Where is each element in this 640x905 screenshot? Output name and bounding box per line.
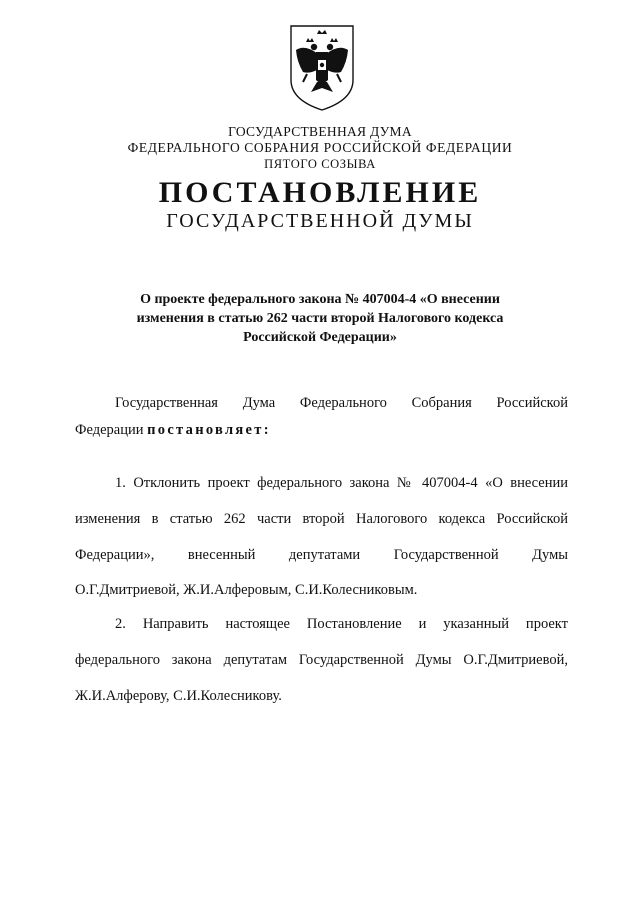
document-title: ПОСТАНОВЛЕНИЕ [158, 176, 482, 209]
header-line-3: ПЯТОГО СОЗЫВА [264, 157, 376, 171]
decree-word: постановляет: [147, 422, 271, 438]
item1-line-2: изменения в статью 262 части второй Налогового кодекса Российской [75, 511, 568, 527]
document-subtitle: ГОСУДАРСТВЕННОЙ ДУМЫ [166, 210, 474, 232]
item1-line-1: 1. Отклонить проект федерального закона № 407004-4 «О внесении [115, 475, 568, 491]
resolution-subject [120, 290, 520, 347]
item2-line-3: Ж.И.Алферову, С.И.Колесникову. [75, 688, 282, 704]
subject-line-3: Российской Федерации» [243, 330, 397, 345]
subject-line-1: О проекте федерального закона № 407004-4 «О внесении [140, 292, 500, 307]
item2-line-1: 2. Направить настоящее Постановление и указанный проект [115, 616, 568, 632]
header-line-1: ГОСУДАРСТВЕННАЯ ДУМА [228, 124, 412, 139]
item1-line-4: О.Г.Дмитриевой, Ж.И.Алферовым, С.И.Колесниковым. [75, 582, 418, 598]
preamble-line-2 [75, 422, 568, 439]
header-line-2: ФЕДЕРАЛЬНОГО СОБРАНИЯ РОССИЙСКОЙ ФЕДЕРАЦИИ [127, 140, 513, 155]
preamble-line-1: Государственная Дума Федерального Собрания Российской [115, 395, 568, 411]
item2-line-2: федерального закона депутатам Государственной Думы О.Г.Дмитриевой, [75, 652, 568, 668]
item1-line-3: Федерации», внесенный депутатами Государственной Думы [75, 547, 568, 563]
subject-line-2: изменения в статью 262 части второй Налогового кодекса [136, 311, 504, 326]
state-emblem-icon [287, 22, 357, 112]
preamble-text: Федерации [75, 422, 148, 438]
